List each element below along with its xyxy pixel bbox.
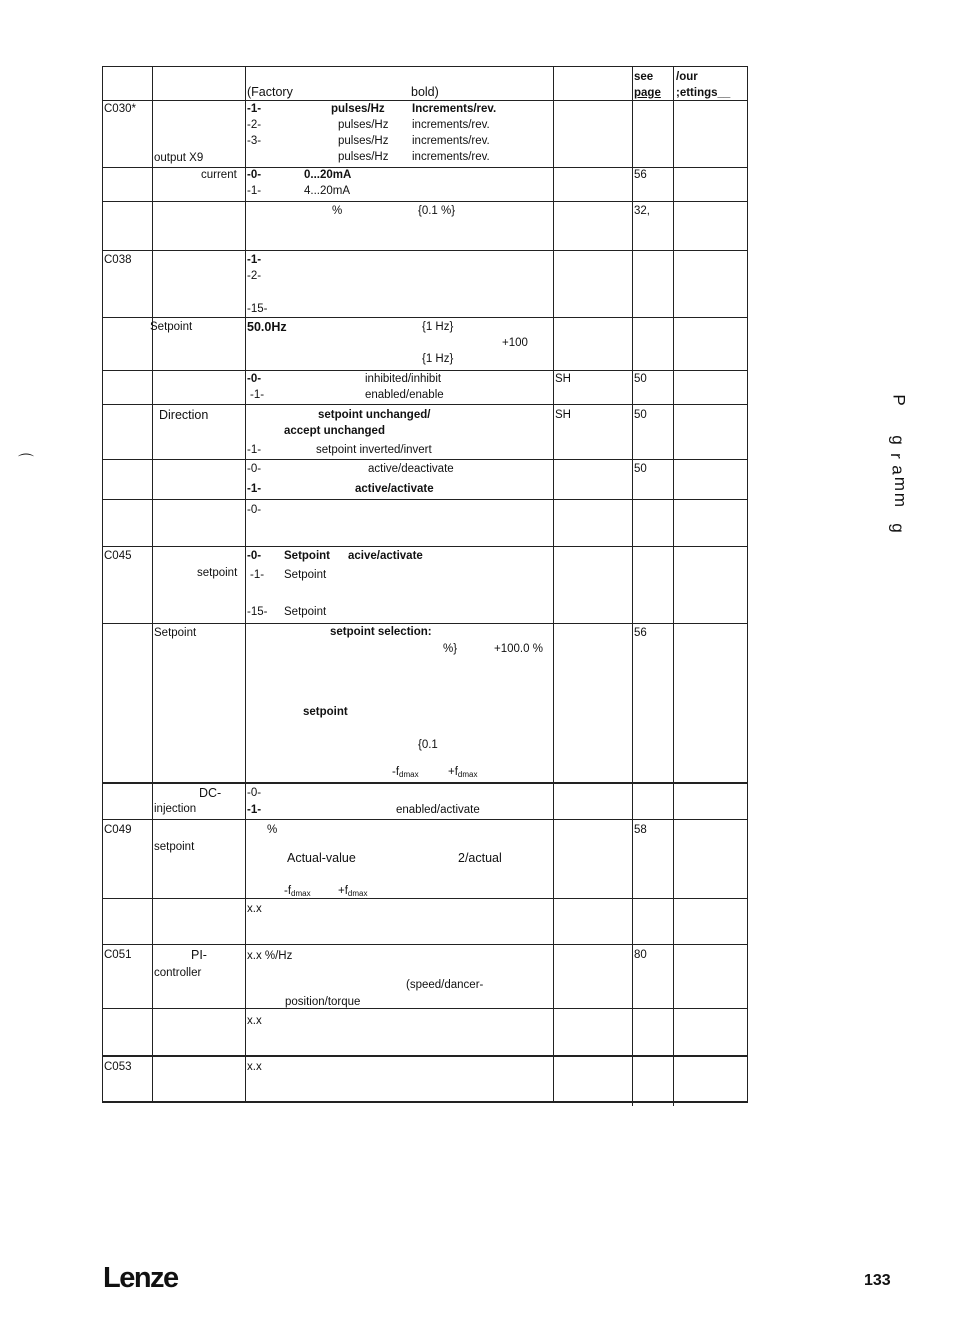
table-col-divider [553, 66, 554, 1102]
c048-opt-1-text: enabled/activate [396, 804, 480, 816]
c045-opt-0-a: Setpoint [284, 550, 330, 562]
side-letter: g [888, 435, 908, 445]
c049-page: 58 [634, 824, 647, 836]
table-col-divider [245, 66, 246, 1102]
c051-value: x.x %/Hz [247, 950, 293, 962]
c046-res: {0.1 [418, 739, 438, 751]
c034-opt-1: -1- [247, 185, 262, 197]
code-c030: C030* [104, 103, 136, 115]
row-divider [102, 898, 748, 899]
side-letter: a [888, 465, 908, 475]
c030-opt-3-b: increments/rev. [412, 135, 490, 147]
c041-name: Direction [159, 408, 209, 422]
c051-page: 80 [634, 949, 647, 961]
c041-opt-1: -1- [247, 444, 262, 456]
c051-note-2: position/torque [285, 996, 361, 1008]
c051-note: (speed/dancer- [406, 979, 484, 991]
c046-page: 56 [634, 627, 647, 639]
c046-max: +100.0 % [494, 643, 543, 655]
row-divider [102, 250, 748, 251]
c030-opt-4-b: increments/rev. [412, 151, 490, 163]
row-divider [102, 546, 748, 547]
c046-range: $-f_{dmax}$ [392, 766, 419, 779]
c040-opt-0-text: inhibited/inhibit [365, 373, 442, 385]
c030-opt-2-a: pulses/Hz [338, 119, 389, 131]
c041-page: 50 [634, 409, 647, 421]
c038-opt-2: -2- [247, 270, 262, 282]
row-divider [102, 404, 748, 405]
c046-sub: setpoint [303, 706, 348, 718]
c046-name: Setpoint [154, 627, 197, 639]
c030-opt-3: -3- [247, 135, 262, 147]
row-divider [102, 623, 748, 624]
see-page-header-2: page [634, 87, 661, 99]
code-c045: C045 [104, 550, 132, 562]
table-border-bottom [102, 1101, 748, 1103]
side-letter: P [889, 394, 909, 406]
page-number: 133 [864, 1272, 891, 1289]
c041-line-3: setpoint inverted/invert [316, 444, 432, 456]
row-divider [102, 782, 748, 784]
c039-res-2: {1 Hz} [422, 353, 454, 365]
c045-opt-15-a: Setpoint [284, 606, 327, 618]
c045-name: setpoint [197, 567, 238, 579]
row-divider [102, 944, 748, 945]
table-border-left [102, 66, 103, 1102]
c040-opt-1: -1- [250, 389, 265, 401]
table-border-top [102, 66, 748, 67]
c049-unit: % [267, 824, 278, 836]
c049-name: setpoint [154, 841, 195, 853]
c048-opt-0: -0- [247, 787, 262, 799]
c045-opt-0: -0- [247, 550, 262, 562]
factory-note-close: bold) [411, 85, 439, 99]
side-letter: g [888, 523, 908, 533]
your-settings-header-2: ;ettings__ [676, 87, 731, 99]
c052-value: x.x [247, 1015, 262, 1027]
c030-opt-1: -1- [247, 103, 262, 115]
c030-name: output X9 [154, 152, 204, 164]
c030-opt-2: -2- [247, 119, 262, 131]
margin-mark: ⌒ [18, 454, 35, 471]
c030-opt-3-a: pulses/Hz [338, 135, 389, 147]
c034-opt-1-val: 4...20mA [304, 185, 351, 197]
row-divider [102, 201, 748, 202]
c041-line-1: setpoint unchanged/ [318, 409, 431, 421]
c042-opt-0-text: active/deactivate [368, 463, 454, 475]
row-divider [102, 1008, 748, 1009]
c039-value: 50.0Hz [247, 320, 287, 334]
c040-page: 50 [634, 373, 647, 385]
row-divider [102, 819, 748, 820]
table-col-divider [632, 66, 633, 1106]
c034-name: current [201, 169, 237, 181]
row-divider [102, 1055, 748, 1057]
lenze-logo: Lenze [103, 1262, 178, 1294]
side-letter: m [891, 492, 911, 508]
c039-max: +100 [502, 337, 528, 349]
c038-opt-15: -15- [247, 303, 268, 315]
c034-opt-0: -0- [247, 169, 262, 181]
c042-page: 50 [634, 463, 647, 475]
row-divider [102, 459, 748, 460]
row-divider [102, 317, 748, 318]
c036-page: 32, [634, 205, 650, 217]
code-c053: C053 [104, 1061, 132, 1073]
row-divider [102, 370, 748, 371]
c034-opt-0-val: 0...20mA [304, 169, 352, 181]
c036-res: {0.1 %} [418, 205, 456, 217]
c030-opt-1-b: Increments/rev. [412, 103, 497, 115]
your-settings-header-1: /our [676, 71, 698, 83]
c039-res-1: {1 Hz} [422, 321, 454, 333]
c045-opt-1-a: Setpoint [284, 569, 327, 581]
c034-page: 56 [634, 169, 647, 181]
row-divider [102, 499, 748, 500]
c049-av: Actual-value [287, 851, 356, 865]
c030-opt-2-b: increments/rev. [412, 119, 490, 131]
c030-opt-1-a: pulses/Hz [331, 103, 385, 115]
c049-range-hi: $+f_{dmax}$ [338, 885, 368, 898]
table-border-right [747, 66, 748, 1102]
c030-opt-4-a: pulses/Hz [338, 151, 389, 163]
c040-opt-0: -0- [247, 373, 262, 385]
c049-av-2: 2/actual [458, 851, 502, 865]
c039-name: Setpoint [150, 321, 193, 333]
c041-line-2: accept unchanged [284, 425, 385, 437]
table-col-divider [673, 66, 674, 1106]
row-divider [102, 167, 748, 168]
c043-opt-0: -0- [247, 504, 262, 516]
c041-flag: SH [555, 409, 571, 421]
code-c038: C038 [104, 254, 132, 266]
c042-opt-1: -1- [247, 483, 262, 495]
side-letter: m [891, 476, 911, 492]
c036-unit: % [332, 205, 343, 217]
table-col-divider [152, 66, 153, 1102]
c038-opt-1: -1- [247, 254, 262, 266]
c040-opt-1-text: enabled/enable [365, 389, 444, 401]
c040-flag: SH [555, 373, 571, 385]
side-letter: r [886, 453, 906, 459]
code-c051: C051 [104, 949, 132, 961]
c049-range-lo: $-f_{dmax}$ [284, 885, 311, 898]
c051-name-1: PI- [191, 948, 207, 962]
c042-opt-1-text: active/activate [355, 483, 434, 495]
c046-range-hi: $+f_{dmax}$ [448, 766, 478, 779]
c045-opt-15: -15- [247, 606, 268, 618]
code-c049: C049 [104, 824, 132, 836]
c045-opt-0-b: acive/activate [348, 550, 423, 562]
c048-name-2: injection [154, 803, 197, 815]
c045-opt-1: -1- [250, 569, 265, 581]
see-page-header-1: see [634, 71, 654, 83]
c050-value: x.x [247, 903, 262, 915]
c046-unit: %} [443, 643, 458, 655]
c042-opt-0: -0- [247, 463, 262, 475]
c053-value: x.x [247, 1061, 262, 1073]
factory-note-open: (Factory [247, 85, 293, 99]
c046-head: setpoint selection: [330, 626, 432, 638]
c048-name-1: DC- [199, 786, 222, 800]
c051-name-2: controller [154, 967, 202, 979]
c048-opt-1: -1- [247, 804, 262, 816]
